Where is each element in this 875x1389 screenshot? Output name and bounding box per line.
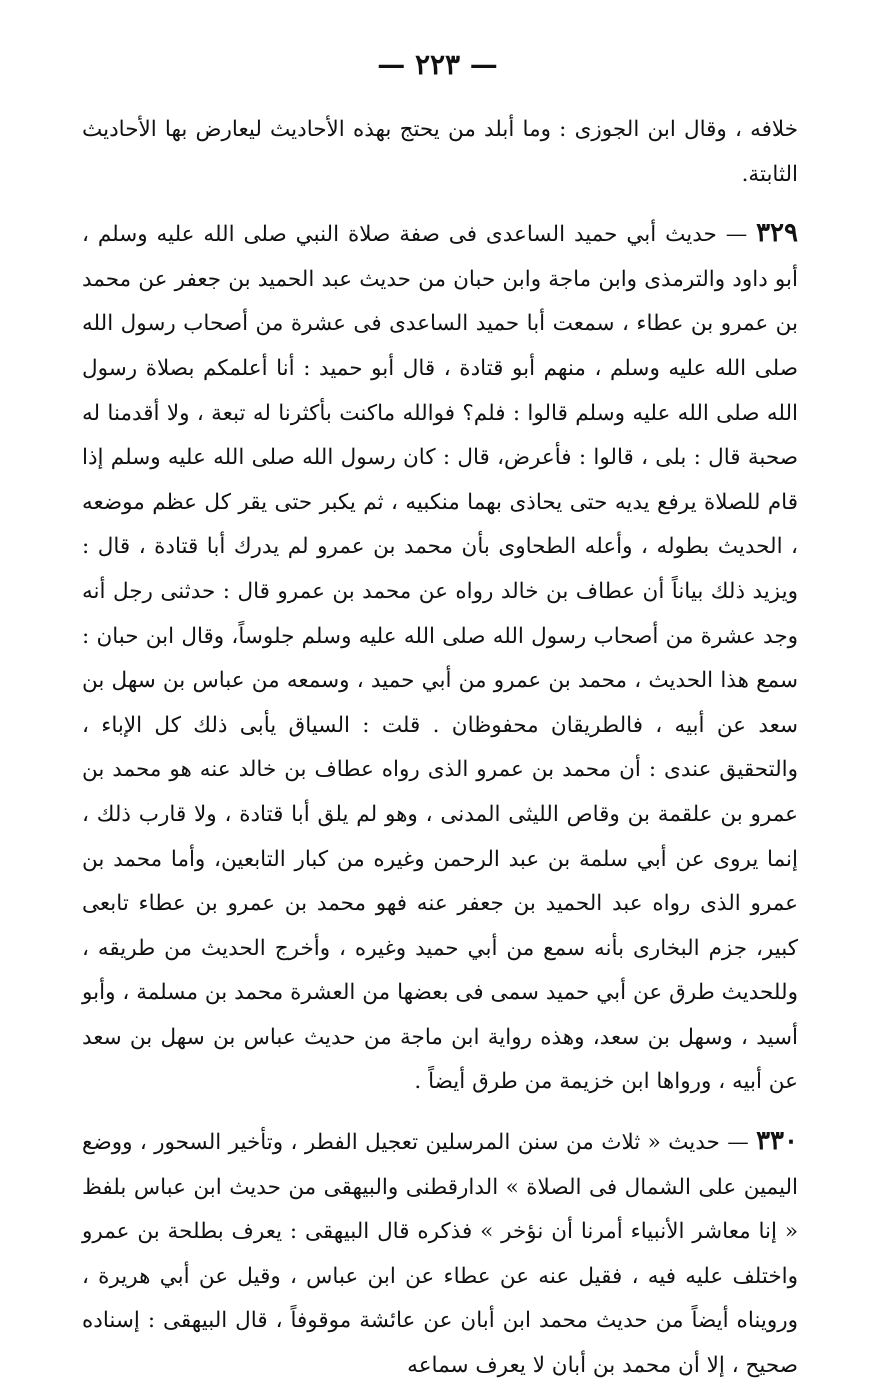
paragraph-continuation [82, 108, 798, 197]
paragraph-text: خلافه ، وقال ابن الجوزى : وما أبلد من يحتج بهذه الأحاديث ليعارض بها الأحاديث الثابتة. [82, 117, 798, 187]
paragraph-text: — حديث « ثلاث من سنن المرسلين تعجيل الفطر ، وتأخير السحور ، ووضع اليمين على الشمال فى الصلاة » الدارقطنى والبيهقى من حديث ابن عباس بلفظ « إنا معاشر الأنبياء أمرنا أن نؤخر » فذكره قال البيهقى : يعرف بطلحة بن عمرو واختلف عليه فيه ، فقيل عنه عن عطاء عن ابن عباس ، وقيل عن أبي هريرة ، ورويناه أيضاً من حديث محمد ابن أبان عن عائشة موقوفاً ، قال البيهقى : إسناده صحيح ، إلا أن محمد بن أبان لا يعرف سماعه [82, 1130, 798, 1379]
paragraph-hadith-329 [82, 211, 798, 1105]
paragraph-text: — حديث أبي حميد الساعدى فى صفة صلاة النبي صلى الله عليه وسلم ، أبو داود والترمذى وابن ماجة وابن حبان من حديث عبد الحميد بن جعفر عن محمد بن عمرو بن عطاء ، سمعت أبا حميد الساعدى فى عشرة من أصحاب رسول الله صلى الله عليه وسلم ، منهم أبو قتادة ، قال أبو حميد : أنا أعلمكم بصلاة رسول الله صلى الله عليه وسلم قالوا : فلم؟ فوالله ماكنت بأكثرنا له تبعة ، ولا أقدمنا له صحبة قال : بلى ، قالوا : فأعرض، قال : كان رسول الله صلى الله عليه وسلم إذا قام للصلاة يرفع يديه حتى يحاذى بهما منكبيه ، ثم يكبر حتى يقر كل عظم موضعه ، الحديث بطوله ، وأعله الطحاوى بأن محمد بن عمرو لم يدرك أبا قتادة ، قال : ويزيد ذلك بياناً أن عطاف بن خالد رواه عن محمد بن عمرو قال : حدثنى رجل أنه وجد عشرة من أصحاب رسول الله صلى الله عليه وسلم جلوساً، وقال ابن حبان : سمع هذا الحديث ، محمد بن عمرو من أبي حميد ، وسمعه من عباس بن سهل بن سعد عن أبيه ، فالطريقان محفوظان . قلت : السياق يأبى ذلك كل الإباء ، والتحقيق عندى : أن محمد بن عمرو الذى رواه عطاف بن خالد عنه هو محمد بن عمرو بن علقمة بن وقاص الليثى المدنى ، وهو لم يلق أبا قتادة ، ولا قارب ذلك ، إنما يروى عن أبي سلمة بن عبد الرحمن وغيره من كبار التابعين، وأما محمد بن عمرو الذى رواه عبد الحميد بن جعفر عنه فهو محمد بن عمرو بن عطاء تابعى كبير، جزم البخارى بأنه سمع من أبي حميد وغيره ، وأخرج الحديث من طريقه ، وللحديث طرق عن أبي حميد سمى فى بعضها من العشرة محمد بن مسلمة ، وأبو أسيد ، وسهل بن سعد، وهذه رواية ابن ماجة من حديث عباس بن سهل بن سعد عن أبيه ، ورواها ابن خزيمة من طرق أيضاً . [82, 222, 799, 1095]
page-number: — ٢٢٣ — [377, 48, 498, 81]
hadith-number: ٣٣٠ [756, 1126, 798, 1157]
paragraph-hadith-330 [82, 1119, 798, 1389]
hadith-number: ٣٢٩ [756, 218, 798, 249]
page-body [82, 108, 798, 1389]
